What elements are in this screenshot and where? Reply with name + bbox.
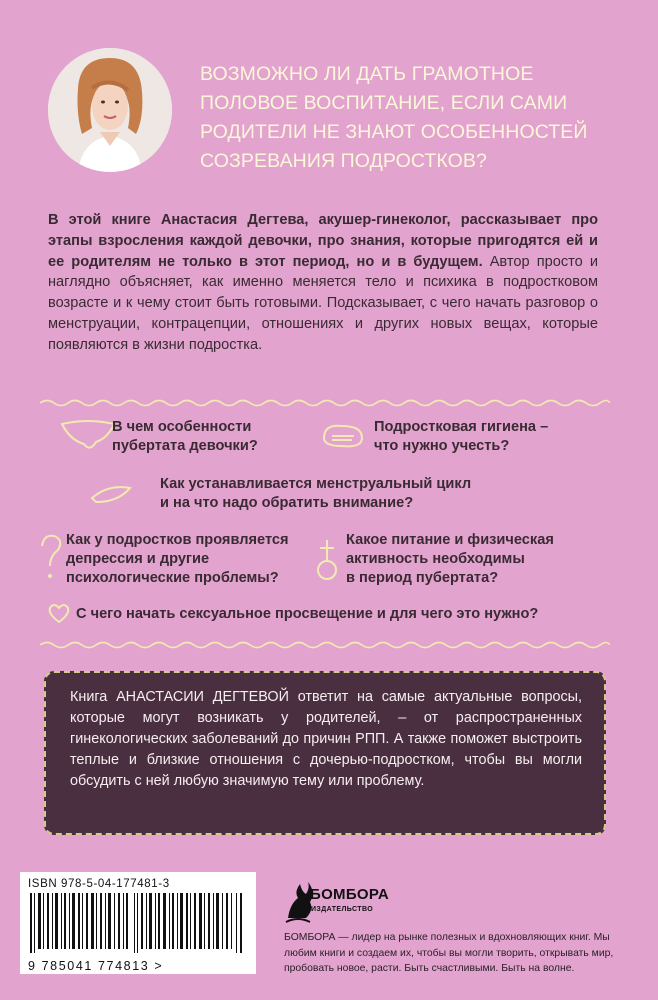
question-line: психологические проблемы? — [66, 570, 279, 586]
question-line: пубертата девочки? — [112, 438, 258, 454]
summary-box — [44, 671, 606, 835]
author-photo — [48, 48, 172, 172]
headline-question: ВОЗМОЖНО ЛИ ДАТЬ ГРАМОТНОЕ ПОЛОВОЕ ВОСПИТАНИЕ, ЕСЛИ САМИ РОДИТЕЛИ НЕ ЗНАЮТ ОСОБЕННОСТЕЙ СОЗРЕВАНИЯ ПОДРОСТКОВ? — [200, 63, 588, 172]
question-line: Подростковая гигиена – — [374, 419, 549, 435]
question-line: в период пубертата? — [346, 570, 499, 586]
question-line: С чего начать сексуальное просвещение и для чего это нужно? — [76, 606, 539, 622]
pad-doodle-icon — [88, 480, 136, 508]
question-line: Какое питание и физическая — [346, 532, 554, 548]
question-doodle-icon — [36, 532, 66, 588]
question-line: депрессия и другие — [66, 551, 210, 567]
question-line: В чем особенности — [112, 419, 252, 435]
question-line: что нужно учесть? — [374, 438, 510, 454]
isbn: ISBN 978-5-04-177481-3 — [28, 878, 170, 890]
intro-normal: Автор просто и наглядно объясняет, как именно меняется тело и психика в подростковом возрасте и к чему стоит быть готовыми. Подсказывает, с чего начать разговор о менструации, контрацепции, отношениях и других новых вещах, которые появляются в жизни подростка. — [48, 253, 598, 353]
question-line: и на что надо обратить внимание? — [160, 495, 414, 511]
barcode-icon — [28, 893, 246, 953]
summary-text: Книга АНАСТАСИИ ДЕГТЕВОЙ ответит на самые актуальные вопросы, которые могут возникать у родителей, – от распространенных гинекологических заболеваний до причин РПП. А также поможет выстроить теплые и близкие отношения с дочерью-подростком, чтобы вы могли обсудить с ней любую значимую тему или проблему. — [70, 689, 582, 789]
question-menstrual-cycle — [160, 475, 471, 513]
publisher-description: БОМБОРА — лидер на рынке полезных и вдохновляющих книг. Мы любим книги и создаем их, чтобы вы могли творить, открывать мир, пробовать новое, расти. Быть счастливыми. Быть на волне. — [284, 932, 614, 974]
publisher-name: БОМБОРА — [310, 886, 390, 903]
heart-doodle-icon — [46, 602, 72, 624]
question-sex-education — [76, 605, 538, 624]
wavy-divider-top — [40, 398, 610, 408]
underwear-doodle-icon — [58, 416, 118, 456]
intro-paragraph — [48, 210, 598, 356]
barcode-number: 9 785041 774813 > — [28, 959, 164, 973]
hygiene-doodle-icon — [318, 418, 368, 452]
question-nutrition — [346, 531, 554, 588]
question-hygiene — [374, 418, 548, 456]
question-puberty — [112, 418, 258, 456]
publisher-subtitle: ИЗДАТЕЛЬСТВО — [311, 906, 374, 913]
question-line: Как у подростков проявляется — [66, 532, 289, 548]
question-line: активность необходимы — [346, 551, 525, 567]
female-sign-doodle-icon — [310, 534, 344, 586]
question-depression — [66, 531, 289, 588]
intro-bold: В этой книге Анастасия Дегтева, акушер-гинеколог, рассказывает про этапы взросления каждой девочки, про знания, которые пригодятся ей и ее родителям не только в этот период, но и в будущем. — [48, 212, 598, 270]
barcode-block — [20, 872, 256, 974]
question-line: Как устанавливается менструальный цикл — [160, 476, 472, 492]
wavy-divider-bottom — [40, 640, 610, 650]
